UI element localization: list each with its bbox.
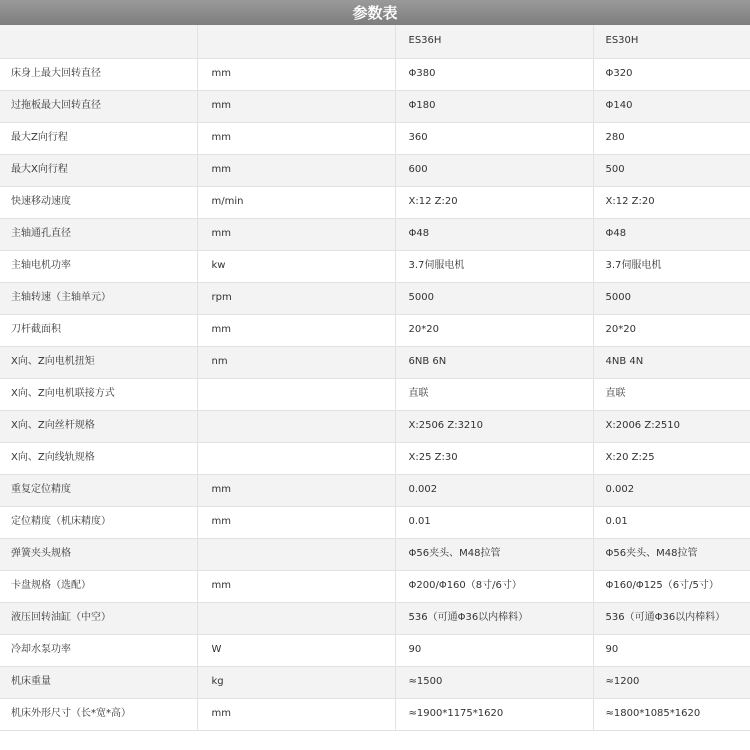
table-row: [0, 378, 750, 410]
header-param-cell: [0, 25, 197, 58]
table-row: [0, 90, 750, 122]
value-es36h-cell: 360: [395, 122, 593, 154]
value-es36h-cell: 5000: [395, 282, 593, 314]
unit-cell: [197, 410, 395, 442]
unit-cell: [197, 602, 395, 634]
table-row: [0, 506, 750, 538]
value-es30h-cell: X:20 Z:25: [593, 442, 750, 474]
value-es36h-cell: Φ48: [395, 218, 593, 250]
spec-table: [0, 25, 750, 731]
param-cell: 卡盘规格（选配）: [0, 570, 197, 602]
unit-cell: mm: [197, 314, 395, 346]
param-cell: 液压回转油缸（中空）: [0, 602, 197, 634]
value-es30h-cell: 90: [593, 634, 750, 666]
unit-cell: mm: [197, 474, 395, 506]
param-cell: 主轴电机功率: [0, 250, 197, 282]
param-cell: 定位精度（机床精度）: [0, 506, 197, 538]
header-model-es36h: ES36H: [395, 25, 593, 58]
unit-cell: [197, 378, 395, 410]
unit-cell: [197, 538, 395, 570]
unit-cell: rpm: [197, 282, 395, 314]
table-row: [0, 634, 750, 666]
value-es30h-cell: 280: [593, 122, 750, 154]
value-es30h-cell: 536（可通Φ36以内棒料）: [593, 602, 750, 634]
unit-cell: mm: [197, 90, 395, 122]
value-es30h-cell: ≈1200: [593, 666, 750, 698]
value-es36h-cell: X:12 Z:20: [395, 186, 593, 218]
value-es36h-cell: 536（可通Φ36以内棒料）: [395, 602, 593, 634]
value-es36h-cell: ≈1900*1175*1620: [395, 698, 593, 730]
param-cell: 机床外形尺寸（长*宽*高）: [0, 698, 197, 730]
value-es30h-cell: Φ160/Φ125（6寸/5寸）: [593, 570, 750, 602]
value-es36h-cell: 直联: [395, 378, 593, 410]
unit-cell: nm: [197, 346, 395, 378]
param-cell: 过拖板最大回转直径: [0, 90, 197, 122]
table-row: [0, 410, 750, 442]
unit-cell: m/min: [197, 186, 395, 218]
value-es36h-cell: Φ180: [395, 90, 593, 122]
value-es30h-cell: X:12 Z:20: [593, 186, 750, 218]
value-es30h-cell: 500: [593, 154, 750, 186]
header-unit-cell: [197, 25, 395, 58]
table-row: [0, 250, 750, 282]
value-es30h-cell: 20*20: [593, 314, 750, 346]
value-es36h-cell: ≈1500: [395, 666, 593, 698]
table-row: [0, 58, 750, 90]
value-es30h-cell: 5000: [593, 282, 750, 314]
value-es30h-cell: Φ140: [593, 90, 750, 122]
param-cell: 机床重量: [0, 666, 197, 698]
table-row: [0, 346, 750, 378]
value-es36h-cell: 20*20: [395, 314, 593, 346]
table-row: [0, 698, 750, 730]
value-es36h-cell: X:25 Z:30: [395, 442, 593, 474]
unit-cell: mm: [197, 698, 395, 730]
param-cell: 床身上最大回转直径: [0, 58, 197, 90]
param-cell: 重复定位精度: [0, 474, 197, 506]
value-es30h-cell: Φ48: [593, 218, 750, 250]
value-es36h-cell: X:2506 Z:3210: [395, 410, 593, 442]
value-es36h-cell: Φ380: [395, 58, 593, 90]
unit-cell: mm: [197, 154, 395, 186]
table-row: [0, 186, 750, 218]
table-row: [0, 666, 750, 698]
value-es30h-cell: 4NB 4N: [593, 346, 750, 378]
unit-cell: mm: [197, 570, 395, 602]
table-row: [0, 314, 750, 346]
value-es36h-cell: 0.01: [395, 506, 593, 538]
param-cell: X向、Z向电机扭矩: [0, 346, 197, 378]
value-es30h-cell: 0.002: [593, 474, 750, 506]
unit-cell: [197, 442, 395, 474]
table-title: 参数表: [0, 0, 750, 25]
table-row: [0, 154, 750, 186]
value-es36h-cell: Φ56夹头、M48拉管: [395, 538, 593, 570]
table-row: [0, 602, 750, 634]
param-cell: 刀杆截面积: [0, 314, 197, 346]
unit-cell: kg: [197, 666, 395, 698]
header-row: [0, 25, 750, 58]
table-row: [0, 442, 750, 474]
unit-cell: mm: [197, 122, 395, 154]
table-row: [0, 538, 750, 570]
param-cell: X向、Z向丝杆规格: [0, 410, 197, 442]
param-cell: 主轴通孔直径: [0, 218, 197, 250]
value-es30h-cell: 3.7伺服电机: [593, 250, 750, 282]
value-es36h-cell: 600: [395, 154, 593, 186]
value-es30h-cell: X:2006 Z:2510: [593, 410, 750, 442]
value-es36h-cell: Φ200/Φ160（8寸/6寸）: [395, 570, 593, 602]
value-es30h-cell: 0.01: [593, 506, 750, 538]
table-row: [0, 570, 750, 602]
param-cell: 冷却水泵功率: [0, 634, 197, 666]
value-es30h-cell: Φ56夹头、M48拉管: [593, 538, 750, 570]
unit-cell: W: [197, 634, 395, 666]
param-cell: 最大Z向行程: [0, 122, 197, 154]
value-es30h-cell: 直联: [593, 378, 750, 410]
value-es36h-cell: 6NB 6N: [395, 346, 593, 378]
param-cell: 主轴转速（主轴单元）: [0, 282, 197, 314]
unit-cell: mm: [197, 218, 395, 250]
table-row: [0, 218, 750, 250]
param-cell: X向、Z向电机联接方式: [0, 378, 197, 410]
value-es36h-cell: 3.7伺服电机: [395, 250, 593, 282]
param-cell: 弹簧夹头规格: [0, 538, 197, 570]
unit-cell: kw: [197, 250, 395, 282]
value-es36h-cell: 0.002: [395, 474, 593, 506]
value-es36h-cell: 90: [395, 634, 593, 666]
param-cell: 快速移动速度: [0, 186, 197, 218]
unit-cell: mm: [197, 506, 395, 538]
value-es30h-cell: Φ320: [593, 58, 750, 90]
unit-cell: mm: [197, 58, 395, 90]
table-row: [0, 282, 750, 314]
header-model-es30h: ES30H: [593, 25, 750, 58]
table-row: [0, 474, 750, 506]
param-cell: 最大X向行程: [0, 154, 197, 186]
param-cell: X向、Z向线轨规格: [0, 442, 197, 474]
table-row: [0, 122, 750, 154]
value-es30h-cell: ≈1800*1085*1620: [593, 698, 750, 730]
